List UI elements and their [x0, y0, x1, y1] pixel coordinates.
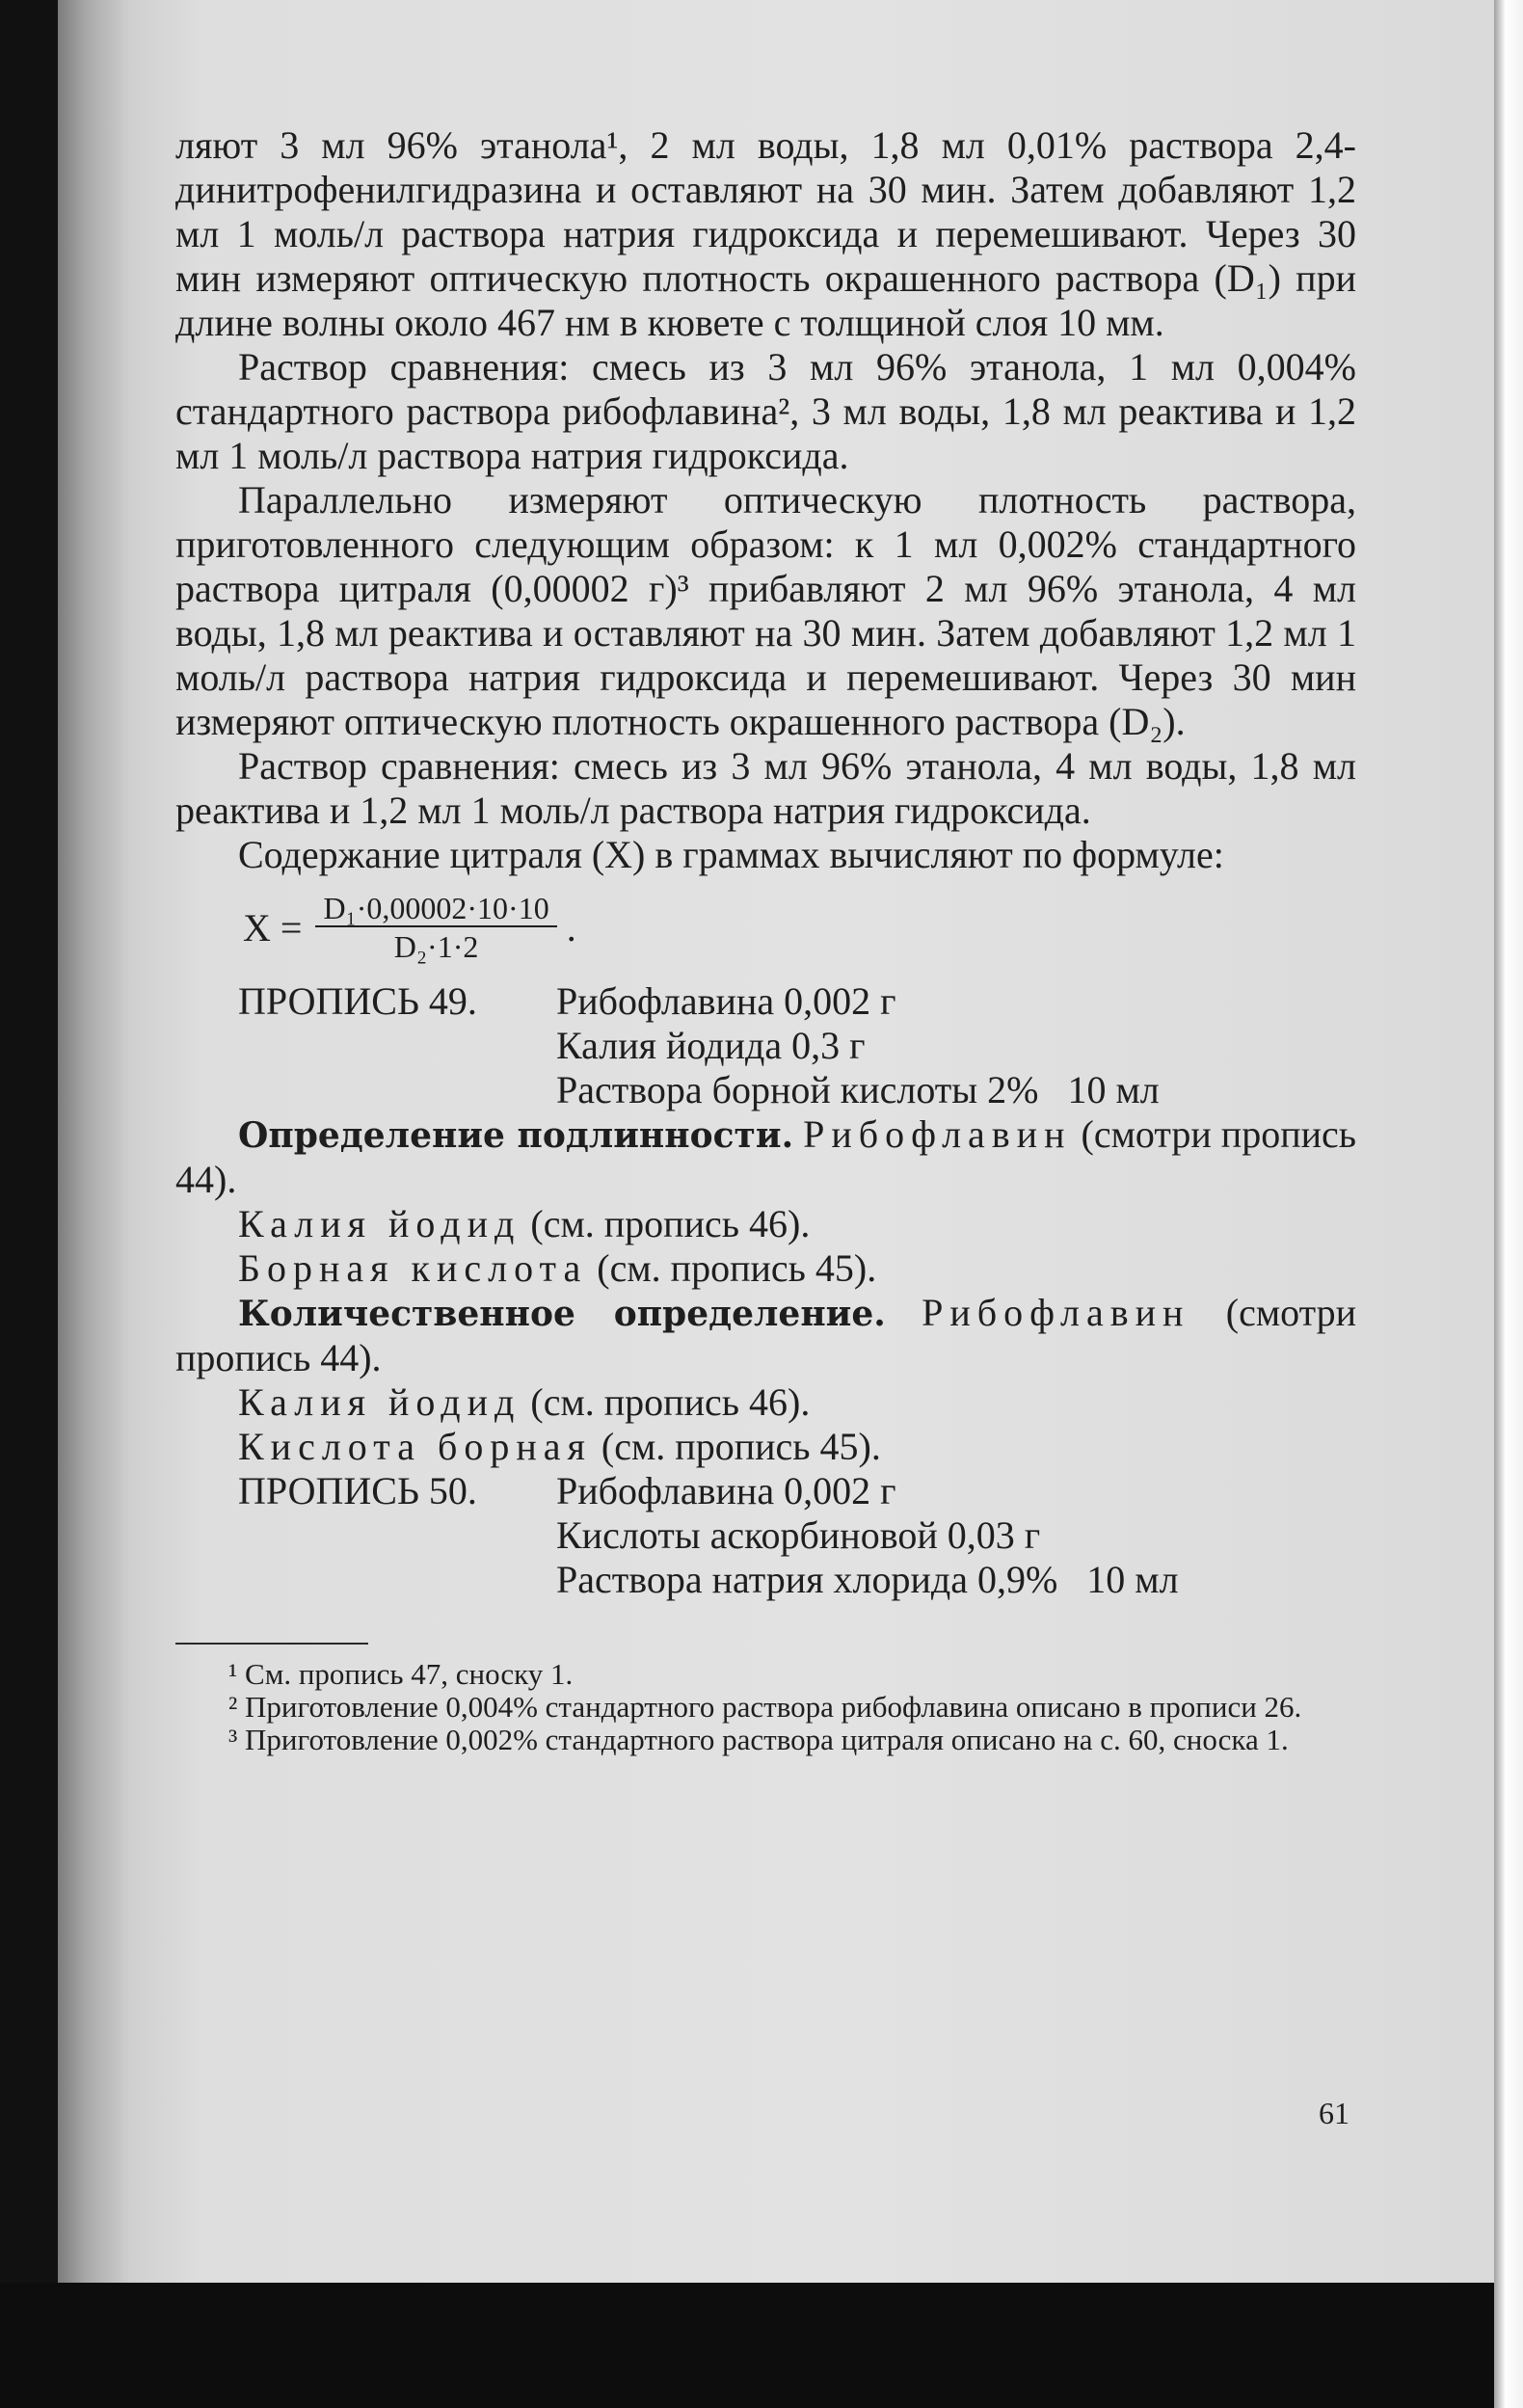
substance-name: Кислота борная	[238, 1425, 592, 1468]
prescription-line: Рибофлавина 0,002 г	[556, 979, 896, 1023]
section-heading: Количественное определение.	[238, 1294, 886, 1334]
quant-test-para	[175, 1380, 1356, 1425]
quant-test-para	[175, 1425, 1356, 1469]
substance-name: Рибофлавин	[803, 1112, 1072, 1156]
paragraph: Раствор сравнения: смесь из 3 мл 96% этанола, 4 мл воды, 1,8 мл реактива и 1,2 мл 1 моль/л раствора натрия гидроксида.	[175, 744, 1356, 832]
quant-test-para	[175, 1291, 1356, 1380]
substance-name: Рибофлавин	[922, 1291, 1190, 1334]
reference: (см. пропись 46).	[530, 1202, 811, 1245]
paragraph: Параллельно измеряют оптическую плотность раствора, приготовленного следующим образом: к 1 мл 0,002% стандартного раствора цитраля (0,00002 г)³ прибавляют 2 мл 96% этанола, 4 мл воды, 1,8 мл реактива и оставляют на 30 мин. Затем добавляют 1,2 мл 1 моль/л раствора натрия гидроксида и перемешивают. Через 30 мин измеряют оптическую плотность окрашенного раствора (D₂).	[175, 478, 1356, 743]
prescription-line: Раствора борной кислоты 2% 10 мл	[556, 1068, 1160, 1111]
reference: (смотри пропись 44).	[175, 1112, 1356, 1201]
prescription-50	[238, 1469, 1356, 1602]
reference: (см. пропись 45).	[597, 1246, 877, 1290]
prescription-line: Кислоты аскорбиновой 0,03 г	[556, 1513, 1041, 1557]
substance-name: Борная кислота	[238, 1246, 588, 1290]
formula-denominator: D₂·1·2	[393, 929, 479, 964]
scan-bottom-margin	[0, 2283, 1494, 2408]
prescription-label: ПРОПИСЬ 50.	[238, 1469, 477, 1512]
substance-name: Калия йодид	[238, 1380, 521, 1424]
prescription-line: Калия йодида 0,3 г	[556, 1024, 866, 1067]
page-edge	[1494, 0, 1523, 2408]
footnote-text: ¹ См. пропись 47, сноску 1.	[228, 1657, 574, 1691]
paragraph: ляют 3 мл 96% этанола¹, 2 мл воды, 1,8 мл 0,01% раствора 2,4-динитрофенилгидразина и оставляют на 30 мин. Затем добавляют 1,2 мл 1 моль/л раствора натрия гидроксида и перемешивают. Через 30 мин измеряют оптическую плотность окрашенного раствора (D₁) при длине волны около 467 нм в кювете с толщиной слоя 10 мм.	[175, 123, 1356, 344]
prescription-line: Рибофлавина 0,002 г	[556, 1469, 896, 1512]
reference: (смотри пропись 44).	[175, 1291, 1357, 1379]
prescription-49	[238, 979, 1356, 1112]
formula-lhs: X =	[243, 906, 303, 950]
prescription-label: ПРОПИСЬ 49.	[238, 979, 477, 1023]
formula	[243, 891, 1356, 966]
footnote	[175, 1724, 1356, 1756]
reference: (см. пропись 45).	[601, 1425, 881, 1468]
prescription-line: Раствора натрия хлорида 0,9% 10 мл	[556, 1558, 1179, 1601]
footnote-divider	[175, 1643, 368, 1645]
paragraph: Раствор сравнения: смесь из 3 мл 96% этанола, 1 мл 0,004% стандартного раствора рибофлавина², 3 мл воды, 1,8 мл реактива и 1,2 мл 1 моль/л раствора натрия гидроксида.	[175, 345, 1356, 477]
footnote-text: ² Приготовление 0,004% стандартного раствора рибофлавина описано в прописи 26.	[228, 1690, 1302, 1724]
footnote	[175, 1658, 1356, 1691]
page-number: 61	[1319, 2096, 1349, 2130]
section-heading: Определение подлинности.	[238, 1115, 794, 1156]
paragraph: Содержание цитраля (X) в граммах вычисляют по формуле:	[238, 833, 1224, 876]
formula-end: .	[566, 906, 576, 950]
page-body	[175, 123, 1356, 1756]
identity-test-para	[175, 1202, 1356, 1246]
formula-fraction	[315, 891, 556, 966]
footnote-text: ³ Приготовление 0,002% стандартного раствора цитраля описано на с. 60, сноска 1.	[228, 1723, 1289, 1756]
substance-name: Калия йодид	[238, 1202, 521, 1245]
identity-test-para	[175, 1112, 1356, 1202]
reference: (см. пропись 46).	[530, 1380, 811, 1424]
footnote	[175, 1691, 1356, 1724]
identity-test-para	[175, 1246, 1356, 1291]
formula-numerator: D₁·0,00002·10·10	[315, 891, 556, 927]
